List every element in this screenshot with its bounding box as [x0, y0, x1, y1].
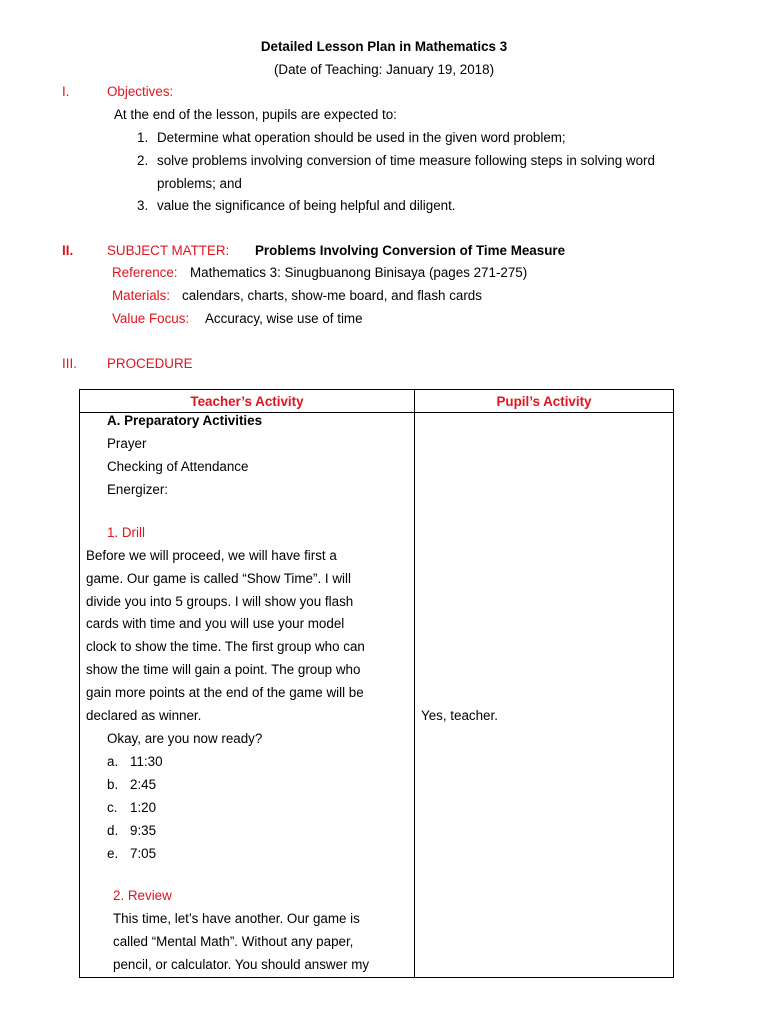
- subject-matter-label: SUBJECT MATTER:: [107, 243, 230, 258]
- time-item-letter: b.: [107, 777, 119, 792]
- subject-matter-topic: Problems Involving Conversion of Time Measure: [255, 243, 566, 258]
- reference-label: Reference:: [112, 265, 178, 280]
- section-3-numeral: III.: [62, 356, 77, 371]
- teacher-activity-cell: [80, 413, 415, 978]
- preparatory-activities-heading: A. Preparatory Activities: [107, 413, 263, 428]
- energizer-text: Energizer:: [107, 482, 169, 497]
- teacher-activity-header: Teacher’s Activity: [80, 390, 415, 413]
- prayer-text: Prayer: [107, 436, 147, 451]
- drill-line: cards with time and you will use your model: [86, 616, 345, 631]
- pupil-activity-header: Pupil’s Activity: [415, 390, 674, 413]
- drill-line: declared as winner.: [86, 708, 202, 723]
- objective-3-number: 3.: [137, 198, 149, 213]
- objective-3-text: value the significance of being helpful and diligent.: [157, 198, 456, 213]
- time-item-value: 1:20: [130, 800, 157, 815]
- drill-heading: 1. Drill: [107, 525, 145, 540]
- time-item-value: 2:45: [130, 777, 157, 792]
- objective-1-text: Determine what operation should be used in the given word problem;: [157, 130, 566, 145]
- procedure-table: [79, 389, 674, 978]
- time-item-value: 9:35: [130, 823, 157, 838]
- drill-line: clock to show the time. The first group who can: [86, 639, 365, 654]
- review-line: called “Mental Math”. Without any paper,: [113, 934, 354, 949]
- attendance-text: Checking of Attendance: [107, 459, 249, 474]
- drill-line: show the time will gain a point. The group who: [86, 662, 361, 677]
- section-1-numeral: I.: [62, 84, 70, 99]
- value-focus-value: Accuracy, wise use of time: [205, 311, 363, 326]
- objective-2-continuation: problems; and: [157, 176, 242, 191]
- materials-value: calendars, charts, show-me board, and flash cards: [182, 288, 482, 303]
- value-focus-label: Value Focus:: [112, 311, 190, 326]
- procedure-heading: PROCEDURE: [107, 356, 193, 371]
- drill-line: divide you into 5 groups. I will show you flash: [86, 594, 354, 609]
- objectives-heading: Objectives:: [107, 84, 174, 99]
- drill-line: Before we will proceed, we will have first a: [86, 548, 337, 563]
- pupil-answer: Yes, teacher.: [421, 708, 498, 723]
- time-item-value: 11:30: [130, 754, 163, 769]
- reference-value: Mathematics 3: Sinugbuanong Binisaya (pages 271-275): [190, 265, 528, 280]
- objectives-intro: At the end of the lesson, pupils are expected to:: [114, 107, 397, 122]
- objective-2-number: 2.: [137, 153, 149, 168]
- table-header-row: [80, 390, 674, 413]
- document-title: Detailed Lesson Plan in Mathematics 3: [260, 39, 508, 54]
- drill-line: game. Our game is called “Show Time”. I will: [86, 571, 351, 586]
- objective-2-text: solve problems involving conversion of time measure following steps in solving word: [157, 153, 655, 168]
- ready-question: Okay, are you now ready?: [107, 731, 263, 746]
- review-line: pencil, or calculator. You should answer my: [113, 957, 370, 972]
- time-item-letter: c.: [107, 800, 118, 815]
- pupil-activity-cell: [415, 413, 674, 978]
- table-body-row: [80, 413, 674, 978]
- teaching-date: (Date of Teaching: January 19, 2018): [273, 62, 495, 77]
- time-item-letter: e.: [107, 846, 119, 861]
- time-item-value: 7:05: [130, 846, 157, 861]
- time-item-letter: d.: [107, 823, 119, 838]
- review-line: This time, let’s have another. Our game is: [113, 911, 360, 926]
- section-2-numeral: II.: [62, 243, 74, 258]
- review-heading: 2. Review: [113, 888, 172, 903]
- time-item-letter: a.: [107, 754, 119, 769]
- materials-label: Materials:: [112, 288, 171, 303]
- drill-line: gain more points at the end of the game will be: [86, 685, 364, 700]
- objective-1-number: 1.: [137, 130, 149, 145]
